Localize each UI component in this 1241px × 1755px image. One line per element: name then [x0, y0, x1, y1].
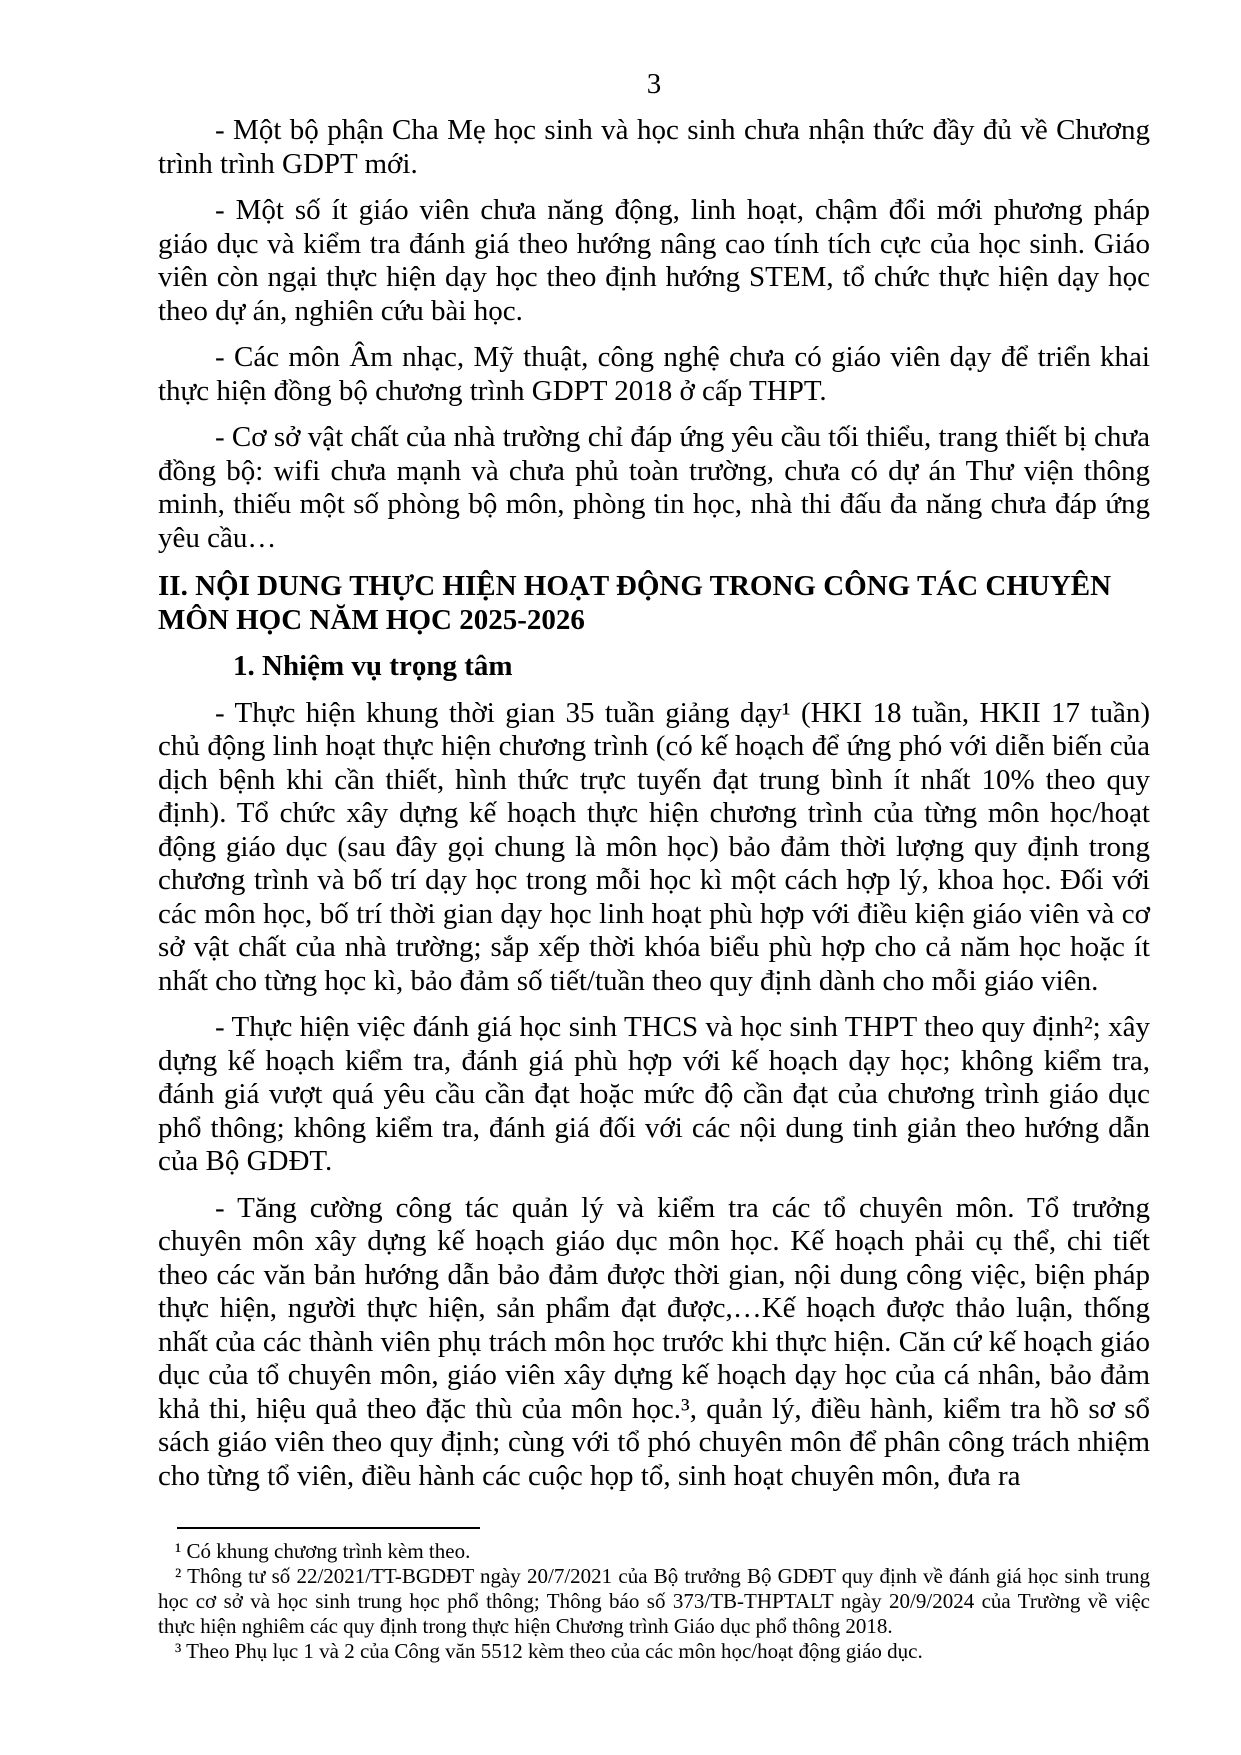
section-heading — [158, 570, 1150, 637]
paragraph: - Một số ít giáo viên chưa năng động, linh hoạt, chậm đổi mới phương pháp giáo dục và kiểm tra đánh giá theo hướng nâng cao tính tích cực của học sinh. Giáo viên còn ngại thực hiện dạy học theo định hướng STEM, tổ chức thực hiện dạy học theo dự án, nghiên cứu bài học. — [158, 194, 1150, 327]
paragraph: - Cơ sở vật chất của nhà trường chỉ đáp ứng yêu cầu tối thiểu, trang thiết bị chưa đồng bộ: wifi chưa mạnh và chưa phủ toàn trường, chưa có dự án Thư viện thông minh, thiếu một số phòng bộ môn, phòng tin học, nhà thi đấu đa năng chưa đáp ứng yêu cầu… — [158, 421, 1150, 554]
page-number: 3 — [646, 68, 662, 100]
paragraph: - Tăng cường công tác quản lý và kiểm tra các tổ chuyên môn. Tổ trưởng chuyên môn xây dựng kế hoạch giáo dục môn học. Kế hoạch phải cụ thể, chi tiết theo các văn bản hướng dẫn bảo đảm được thời gian, nội dung công việc, biện pháp thực hiện, người thực hiện, sản phẩm đạt được,…Kế hoạch được thảo luận, thống nhất của các thành viên phụ trách môn học trước khi thực hiện. Căn cứ kế hoạch giáo dục của tổ chuyên môn, giáo viên xây dựng kế hoạch dạy học của cá nhân, bảo đảm khả thi, hiệu quả theo đặc thù của môn học.³, quản lý, điều hành, kiểm tra hồ sơ sổ sách giáo viên theo quy định; cùng với tổ phó chuyên môn để phân công trách nhiệm cho từng tổ viên, điều hành các cuộc họp tổ, sinh hoạt chuyên môn, đưa ra — [158, 1191, 1150, 1492]
footnote: ¹ Có khung chương trình kèm theo. — [175, 1539, 471, 1563]
paragraph: - Thực hiện khung thời gian 35 tuần giảng dạy¹ (HKI 18 tuần, HKII 17 tuần) chủ động linh hoạt thực hiện chương trình (có kế hoạch để ứng phó với diễn biến của dịch bệnh khi cần thiết, hình thức trực tuyến đạt trung bình ít nhất 10% theo quy định). Tổ chức xây dựng kế hoạch thực hiện chương trình của từng môn học/hoạt động giáo dục (sau đây gọi chung là môn học) bảo đảm thời lượng quy định trong chương trình và bố trí dạy học trong mỗi học kì một cách hợp lý, khoa học. Đối với các môn học, bố trí thời gian dạy học linh hoạt phù hợp với điều kiện giáo viên và cơ sở vật chất của nhà trường; sắp xếp thời khóa biểu phù hợp cho cả năm học hoặc ít nhất cho từng học kì, bảo đảm số tiết/tuần theo quy định dành cho mỗi giáo viên. — [158, 696, 1150, 997]
section-heading-line-2: MÔN HỌC NĂM HỌC 2025-2026 — [158, 603, 585, 636]
paragraph: - Một bộ phận Cha Mẹ học sinh và học sinh chưa nhận thức đầy đủ về Chương trình trình GDPT mới. — [158, 114, 1150, 180]
paragraph: - Thực hiện việc đánh giá học sinh THCS và học sinh THPT theo quy định²; xây dựng kế hoạch kiểm tra, đánh giá phù hợp với kế hoạch dạy học; không kiểm tra, đánh giá vượt quá yêu cầu cần đạt hoặc mức độ cần đạt của chương trình giáo dục phổ thông; không kiểm tra, đánh giá đối với các nội dung tinh giản theo hướng dẫn của Bộ GDĐT. — [158, 1011, 1150, 1177]
paragraph: - Các môn Âm nhạc, Mỹ thuật, công nghệ chưa có giáo viên dạy để triển khai thực hiện đồng bộ chương trình GDPT 2018 ở cấp THPT. — [158, 341, 1150, 407]
footnote-separator — [177, 1527, 480, 1529]
footnote: ³ Theo Phụ lục 1 và 2 của Công văn 5512 kèm theo của các môn học/hoạt động giáo dục. — [175, 1639, 923, 1663]
subsection-heading: 1. Nhiệm vụ trọng tâm — [233, 650, 513, 682]
footnote: ² Thông tư số 22/2021/TT-BGDĐT ngày 20/7/2021 của Bộ trưởng Bộ GDĐT quy định về đánh giá học sinh trung học cơ sở và học sinh trung học phổ thông; Thông báo số 373/TB-THPTALT ngày 20/9/2024 của Trường về việc thực hiện nghiêm các quy định trong thực hiện Chương trình Giáo dục phổ thông 2018. — [158, 1564, 1150, 1638]
section-heading-line-1: II. NỘI DUNG THỰC HIỆN HOẠT ĐỘNG TRONG CÔNG TÁC CHUYÊN — [158, 570, 1112, 602]
